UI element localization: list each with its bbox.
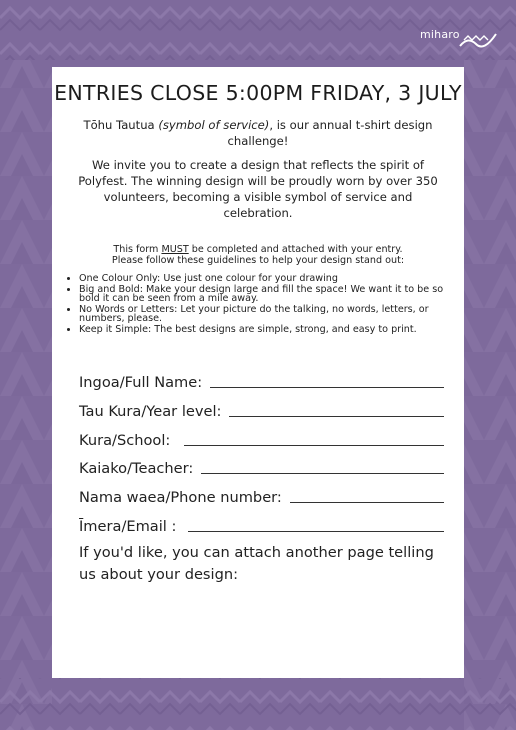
must-note-post: be completed and attached with your entry. bbox=[188, 244, 403, 255]
must-note-emphasis: MUST bbox=[161, 244, 189, 255]
full-name-field[interactable] bbox=[79, 370, 444, 392]
year-level-line[interactable] bbox=[229, 399, 444, 417]
school-label: Kura/School: bbox=[79, 432, 171, 449]
logo-wave-icon bbox=[458, 26, 498, 52]
teacher-label: Kaiako/Teacher: bbox=[79, 460, 194, 477]
miharo-logo bbox=[420, 26, 498, 54]
entry-form-card bbox=[52, 67, 464, 678]
guideline-item: • No Words or Letters: Let your picture do the talking, no words, letters, or numbers, please. bbox=[79, 305, 463, 324]
full-name-line[interactable] bbox=[210, 370, 444, 388]
closing-text: If you'd like, you can attach another page telling us about your design: bbox=[79, 544, 434, 583]
school-line[interactable] bbox=[184, 428, 444, 446]
must-note bbox=[72, 244, 444, 266]
guideline-item: • One Colour Only: Use just one colour for your drawing bbox=[79, 274, 463, 284]
guideline-item: • Big and Bold: Make your design large and fill the space! We want it to be so bold it can be seen from a mile away. bbox=[79, 285, 463, 304]
must-note-line2: Please follow these guidelines to help your design stand out: bbox=[111, 255, 405, 266]
must-note-pre: This form bbox=[113, 244, 162, 255]
intro-name: Tōhu Tautua bbox=[83, 118, 155, 132]
phone-line[interactable] bbox=[290, 485, 444, 503]
full-name-label: Ingoa/Full Name: bbox=[79, 374, 203, 391]
year-level-label: Tau Kura/Year level: bbox=[79, 403, 222, 420]
year-level-field[interactable] bbox=[79, 399, 444, 421]
invite-text: We invite you to create a design that reflects the spirit of Polyfest. The winning design will be proudly worn by over 350 volunteers, becoming a visible symbol of service and celebration. bbox=[78, 158, 438, 220]
phone-field[interactable] bbox=[79, 485, 444, 507]
guideline-item: • Keep it Simple: The best designs are simple, strong, and easy to print. bbox=[79, 325, 463, 335]
email-line[interactable] bbox=[188, 514, 444, 532]
intro-symbol: (symbol of service) bbox=[158, 118, 270, 132]
logo-text: miharo bbox=[420, 28, 460, 41]
teacher-line[interactable] bbox=[201, 456, 444, 474]
intro-text bbox=[82, 117, 434, 149]
email-label: Īmera/Email : bbox=[79, 518, 177, 535]
email-field[interactable] bbox=[79, 514, 444, 536]
intro-rest: , is our annual t-shirt design challenge! bbox=[227, 118, 433, 148]
form-heading: ENTRIES CLOSE 5:00PM FRIDAY, 3 JULY bbox=[54, 81, 462, 105]
phone-label: Nama waea/Phone number: bbox=[79, 489, 282, 506]
school-field[interactable] bbox=[79, 428, 444, 450]
guidelines-list bbox=[66, 274, 463, 336]
teacher-field[interactable] bbox=[79, 456, 444, 478]
